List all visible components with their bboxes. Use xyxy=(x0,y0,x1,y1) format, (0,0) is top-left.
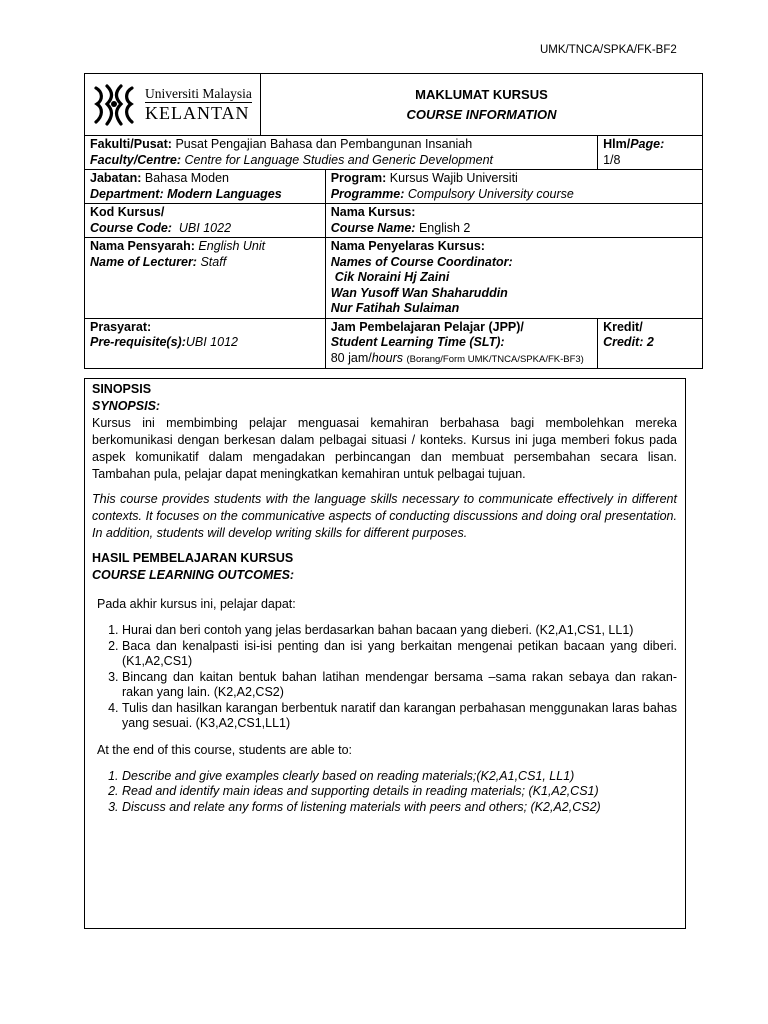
umk-emblem-icon xyxy=(91,82,137,128)
program-label-ms: Program: xyxy=(330,171,387,185)
program-value-en: Compulsory University course xyxy=(407,186,574,201)
synopsis-heading-en: SYNOPSIS: xyxy=(92,399,161,413)
document-reference: UMK/TNCA/SPKA/FK-BF2 xyxy=(540,44,677,56)
slt-value-b: hours xyxy=(371,350,403,365)
department-cell xyxy=(85,170,326,204)
slt-note: (Borang/Form UMK/TNCA/SPKA/FK-BF3) xyxy=(406,353,584,365)
slt-label-ms: Jam Pembelajaran Pelajar (JPP)/ xyxy=(330,319,524,334)
coordinator-name: Nur Fatihah Sulaiman xyxy=(330,301,460,315)
outcomes-heading-ms: HASIL PEMBELAJARAN KURSUS xyxy=(92,551,294,565)
title-cell xyxy=(260,74,702,136)
page-cell xyxy=(598,136,703,170)
program-cell xyxy=(325,170,702,204)
logo-line-2: KELANTAN xyxy=(145,103,250,123)
faculty-value-en: Centre for Language Studies and Generic Development xyxy=(184,152,494,167)
prerequisite-label-ms: Prasyarat: xyxy=(90,319,152,334)
prerequisite-cell xyxy=(85,318,326,369)
list-item: 2. Read and identify main ideas and supporting details in reading materials; (K1,A2,CS1) xyxy=(122,784,677,800)
outcomes-list-ms xyxy=(92,623,677,732)
synopsis-heading-ms: SINOPSIS xyxy=(92,382,152,396)
page-label-b: Page: xyxy=(630,137,665,151)
department-label-en: Department: Modern Languages xyxy=(90,186,282,201)
logo-line-1: Universiti Malaysia xyxy=(145,86,252,101)
course-name-label-en: Course Name: xyxy=(330,220,416,235)
slt-value-a: 80 jam/ xyxy=(330,350,372,365)
outcomes-heading-en: COURSE LEARNING OUTCOMES: xyxy=(92,568,295,582)
outcomes-intro-en: At the end of this course, students are able to: xyxy=(97,742,353,757)
coordinator-label-ms: Nama Penyelaras Kursus: xyxy=(330,239,485,253)
page-value: 1/8 xyxy=(603,152,621,167)
slt-label-en: Student Learning Time (SLT): xyxy=(330,335,505,349)
outcomes-list-en xyxy=(92,769,677,816)
faculty-label-ms: Fakulti/Pusat: xyxy=(90,137,172,151)
program-value-ms: Kursus Wajib Universiti xyxy=(389,171,518,185)
department-label-ms: Jabatan: xyxy=(90,171,142,185)
synopsis-text-ms: Kursus ini membimbing pelajar menguasai kemahiran berbahasa bagi membolehkan mereka berkomunikasi dengan berkesan dalam pelbagai situasi / konteks. Kursus ini juga memberi fokus pada aspek komunikatif dalam mengadakan perbincangan dan membuat persembahan secara lisan. Tambahan pula, pelajar dapat meningkatkan kemahiran untuk pelbagai tujuan. xyxy=(92,416,677,481)
faculty-value-ms: Pusat Pengajian Bahasa dan Pembangunan Insaniah xyxy=(175,137,473,151)
outcomes-intro-ms: Pada akhir kursus ini, pelajar dapat: xyxy=(97,597,296,611)
list-item: 2. Baca dan kenalpasti isi-isi penting dan isi yang berkaitan mengenai petikan bacaan yang diberi. (K1,A2,CS1) xyxy=(122,639,677,670)
course-code-label-en: Course Code: xyxy=(90,220,172,235)
program-label-en: Programme: xyxy=(330,186,405,201)
list-item: 1. Hurai dan beri contoh yang jelas berdasarkan bahan bacaan yang dieberi. (K2,A1,CS1, LL1) xyxy=(122,623,677,639)
course-name-cell xyxy=(325,204,702,238)
credit-cell xyxy=(598,318,703,369)
faculty-cell xyxy=(85,136,598,170)
lecturer-label-en: Name of Lecturer: xyxy=(90,254,197,269)
list-item: 3. Discuss and relate any forms of listening materials with peers and others; (K2,A2,CS2) xyxy=(122,800,677,816)
course-name-label-ms: Nama Kursus: xyxy=(330,205,416,219)
coordinator-cell xyxy=(325,238,702,319)
coordinator-name: Cik Noraini Hj Zaini xyxy=(334,270,450,284)
title-en: COURSE INFORMATION xyxy=(406,106,557,122)
department-value-ms: Bahasa Moden xyxy=(144,171,229,185)
slt-cell xyxy=(325,318,597,369)
synopsis-text-en: This course provides students with the language skills necessary to communicate effectively in different contexts. It focuses on the communicative aspects of conducting discussions and doing oral presentation. In addition, students will develop writing skills for different purposes. xyxy=(92,492,677,540)
course-code-value: UBI 1022 xyxy=(178,220,232,235)
list-item: 1. Describe and give examples clearly based on reading materials;(K2,A1,CS1, LL1) xyxy=(122,769,677,785)
course-info-table xyxy=(84,73,703,369)
list-item: 3. Bincang dan kaitan bentuk bahan latihan mendengar bersama –sama rakan sebaya dan rakan-rakan yang lain. (K2,A2,CS2) xyxy=(122,670,677,701)
lecturer-value-ms: English Unit xyxy=(198,239,266,253)
list-item: 4. Tulis dan hasilkan karangan berbentuk naratif dan karangan perbahasan menggunakan laras bahas yang sesuai. (K3,A2,CS1,LL1) xyxy=(122,701,677,732)
logo-cell xyxy=(85,74,261,136)
university-logo xyxy=(91,82,254,128)
lecturer-label-ms: Nama Pensyarah: xyxy=(90,239,195,253)
title-ms: MAKLUMAT KURSUS xyxy=(415,86,548,102)
faculty-label-en: Faculty/Centre: xyxy=(90,152,181,167)
prerequisite-label-en: Pre-requisite(s): xyxy=(90,335,186,349)
course-name-value: English 2 xyxy=(418,220,471,235)
page-label-a: Hlm/ xyxy=(603,137,631,151)
course-code-label-ms: Kod Kursus/ xyxy=(90,205,165,219)
coordinator-name: Wan Yusoff Wan Shaharuddin xyxy=(330,285,508,300)
coordinator-label-en: Names of Course Coordinator: xyxy=(330,254,513,269)
credit-label-ms: Kredit/ xyxy=(603,319,643,334)
credit-label-en: Credit: 2 xyxy=(603,335,654,349)
synopsis-box xyxy=(84,378,686,929)
lecturer-value-en: Staff xyxy=(200,254,227,269)
prerequisite-value: UBI 1012 xyxy=(185,335,238,349)
course-code-cell xyxy=(85,204,326,238)
lecturer-cell xyxy=(85,238,326,319)
